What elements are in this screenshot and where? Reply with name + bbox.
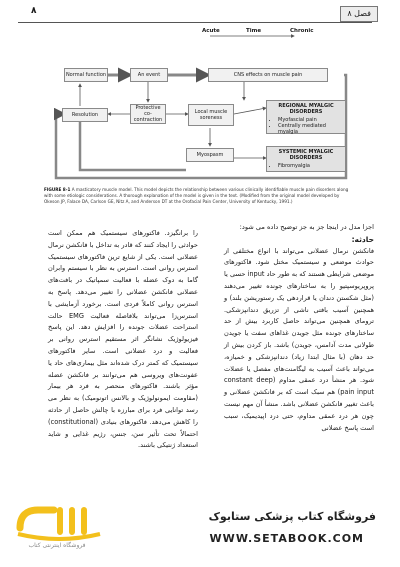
timeline-time-label: Time bbox=[246, 28, 262, 34]
logo-subtitle: فروشگاه اینترنتی کتاب bbox=[28, 542, 86, 549]
normal-function-box: Normal function bbox=[64, 68, 108, 82]
setabook-watermark bbox=[14, 498, 386, 558]
setabook-logo-icon bbox=[14, 498, 104, 544]
intro-line: اجزا مدل در اینجا جز به جز توضیح داده می شود: bbox=[239, 223, 374, 231]
shop-title: فروشگاه کتاب پزشکی ستابوک bbox=[208, 510, 376, 523]
regional-item: • Centrally mediated myalgia bbox=[278, 123, 342, 135]
section-heading: حادثه: bbox=[351, 234, 374, 244]
regional-item: • Myofascial pain bbox=[278, 117, 342, 123]
systemic-disorders-title: SYSTEMIC MYALGIC DISORDERS bbox=[278, 149, 334, 161]
systemic-myalgic-disorders-box bbox=[266, 146, 346, 172]
figure-caption bbox=[44, 187, 350, 205]
protective-cocontraction-box: Protective co-contraction bbox=[130, 104, 166, 124]
caption-text: A masticatory muscle model. This model depicts the relationship between various clinically identifiable muscle pain disorders along with some etiologic considerations. A thorough explanation of the model is given in the text. (Modified from the original model developed by Okeson JP, Falace DA, Carlson GE, Nitz A, and Anderson DT at the Orofacial Pain Center, University of Kentucky, 1991.) bbox=[44, 187, 349, 204]
timeline-chronic-label: Chronic bbox=[290, 28, 314, 34]
resolution-box: Resolution bbox=[62, 108, 108, 122]
logo-text: ستابوک bbox=[59, 526, 63, 527]
shop-url: WWW.SETABOOK.COM bbox=[209, 532, 364, 545]
an-event-box: An event bbox=[130, 68, 168, 82]
regional-disorders-title: REGIONAL MYALGIC DISORDERS bbox=[278, 103, 334, 115]
timeline-acute-label: Acute bbox=[202, 28, 220, 34]
muscle-model-figure bbox=[44, 28, 350, 204]
systemic-item: • Fibromyalgia bbox=[278, 163, 342, 169]
left-text-column bbox=[48, 228, 198, 452]
right-text-column bbox=[224, 222, 374, 434]
local-muscle-soreness-box: Local muscle soreness bbox=[188, 104, 234, 126]
left-column-paragraph: را برانگیزد. فاکتورهای سیستمیک هم ممکن است حوادثی را ایجاد کنند که قادر به تداخل با فانکشن نرمال عضلانی است. یکی از شایع ترین فاکتورهای سیستمیک استرس روانی است. استرس به نظر با سیستم وابران گاما به دوک عضله با فعالیت سمپاتیک در بافت‌های عضلانی فانکشن عضلانی را تغییر می‌دهد. پاسخ به استرس روانی کاملاً فردی است. برخورد آزمایشی با استرس‌زا می‌تواند بلافاصله فعالیت EMG حالت استراحت عضلات جونده را افزایش دهد. این پاسخ فیزیولوژیک نشانگر اثر مستقیم استرس روانی بر فعالیت و درد عضلانی است. سایر فاکتورهای سیستمیک که کمتر درک شده‌اند مثل بیماری‌های حاد یا عفونت‌های ویروسی هم می‌توانند بر فانکشن عضله مؤثر باشند. فاکتورهای منحصر به فرد هر بیمار (مقاومت ایمونولوژیک و بالانس اتونومیک) به نظر می رسد توانایی فرد برای مبارزه با چالش حاصل از حادثه را کاهش می‌دهد. فاکتورهای بنیادی (constitutional) احتمالاً تحت تأثیر سن، جنس، رژیم غذایی و شاید استعداد ژنتیکی باشند. bbox=[48, 229, 198, 450]
right-column-paragraph: فانکشن نرمال عضلانی می‌تواند با انواع مختلفی از حوادث موضعی و سیستمیک مختل شود. فاکتورهای موضعی شرایطی هستند که به طور حاد input حسی یا پروپریوسپتیو را به ساختارهای جونده تغییر می‌دهند (مثل شکستن دندان یا قراردهی یک رستوریشن بلند) و همچنین آسیب بافتی ناشی از تزریق دندانپزشکی. ترومای همچنین می‌تواند حاصل کاربرد بیش از حد ساختارهای جونده مثل جویدن غذاهای سفت یا جویدن طولانی مدت آدامس، جویدن) باشد. باز کردن بیش از حد دهان (با مثال ابتدا زیاد) دندانپزشکی و خمیازه، می‌تواند باعث آسیب به لیگامنت‌های مفصل یا عضلات شود. هر منشأ درد عمقی مداوم (constant deep pain input) هم سبک است که بر فانکشن عضلانی و باعث تغییر فانکشن عضلانی باشد. منشأ آن مهم نیست چون هر درد عمقی مداوم، حتی درد اپیدیمیک، سبب است پاسخ عضلانی bbox=[224, 246, 374, 432]
caption-label: FIGURE 8-1 bbox=[44, 187, 71, 192]
header-rule bbox=[18, 22, 372, 23]
regional-myalgic-disorders-box bbox=[266, 100, 346, 134]
myospasm-box: Myospasm bbox=[186, 148, 234, 162]
chapter-label: فصل ۸ bbox=[340, 6, 378, 22]
page-number: ۸ bbox=[31, 6, 37, 16]
cns-effects-box: CNS effects on muscle pain bbox=[208, 68, 328, 82]
